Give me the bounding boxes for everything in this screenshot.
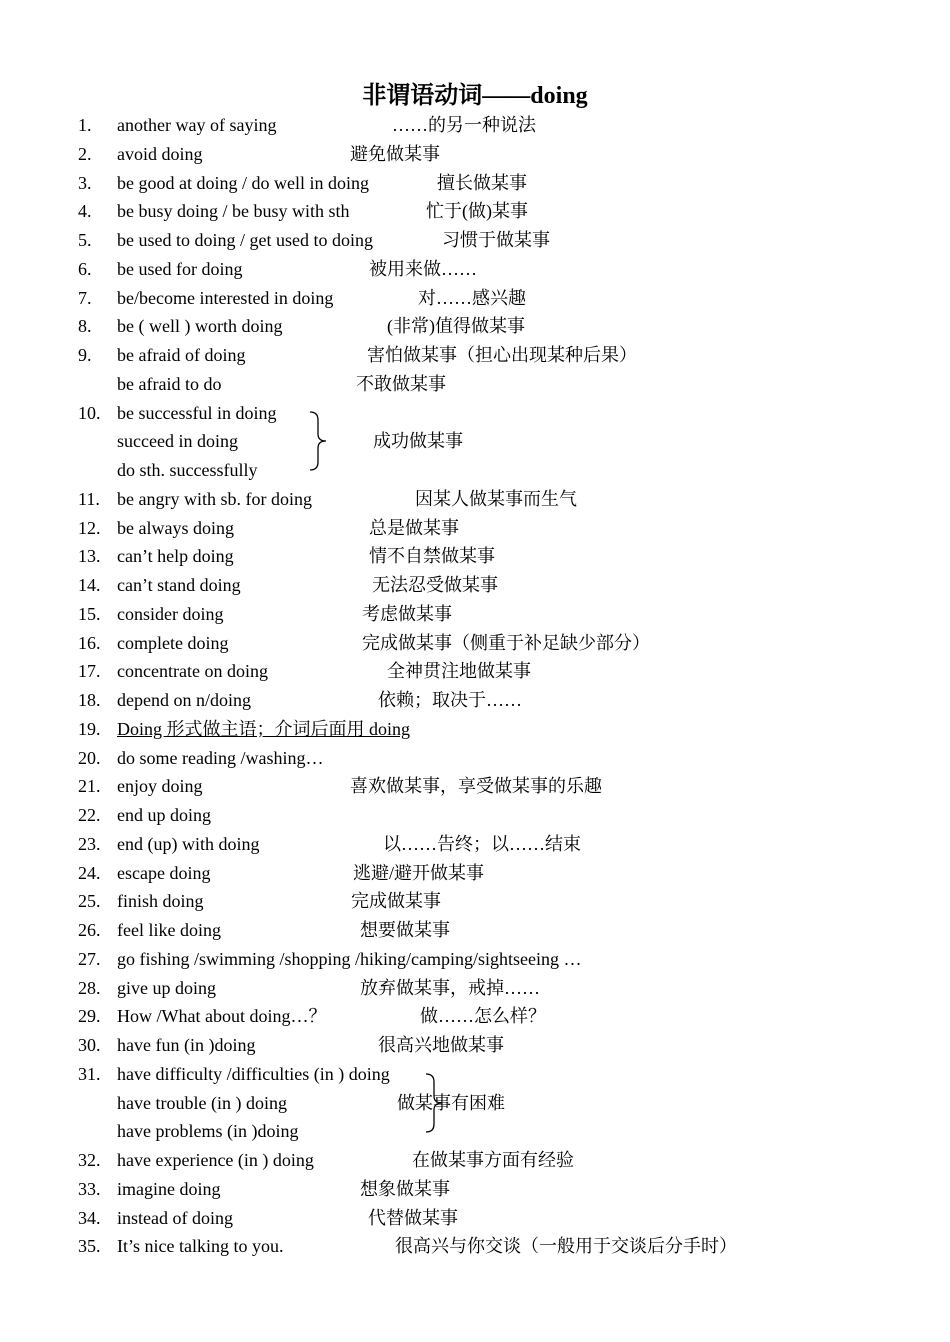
list-item [0,801,950,829]
english-phrase: be busy doing / be busy with sth [117,201,350,222]
chinese-meaning: 做某事有困难 [397,1092,505,1113]
english-phrase: have difficulty /difficulties (in ) doing [117,1063,390,1084]
list-item [0,169,950,197]
item-number: 15. [78,603,101,624]
english-phrase: another way of saying [117,115,277,135]
english-phrase: give up doing [117,977,216,998]
english-phrase: do sth. successfully [117,460,258,480]
list-item [0,600,950,628]
chinese-meaning: 情不自禁做某事 [369,546,495,567]
list-item [0,686,950,714]
english-phrase: have experience (in ) doing [117,1150,314,1170]
chinese-meaning: 很高兴与你交谈（一般用于交谈后分手时） [395,1236,737,1257]
item-number: 4. [78,201,92,222]
chinese-meaning: 总是做某事 [369,517,459,538]
chinese-meaning: 无法忍受做某事 [372,575,498,595]
item-number: 28. [78,977,101,998]
brace-31 [424,1072,444,1134]
chinese-meaning: 想要做某事 [360,920,450,940]
item-number: 25. [78,891,101,912]
english-phrase: concentrate on doing [117,661,268,682]
english-phrase: consider doing [117,603,224,624]
english-phrase: instead of doing [117,1207,233,1228]
chinese-meaning: 避免做某事 [350,143,440,164]
item-number: 32. [78,1150,101,1170]
english-phrase: have trouble (in ) doing [117,1092,287,1113]
english-phrase: can’t help doing [117,546,234,567]
english-phrase: Doing 形式做主语；介词后面用 doing [117,718,410,739]
list-item [0,140,950,168]
item-number: 24. [78,862,101,883]
list-item [0,629,950,657]
item-number: 35. [78,1236,101,1257]
list-item [0,284,950,312]
item-number: 23. [78,833,101,854]
item-number: 18. [78,690,101,710]
item-number: 33. [78,1178,101,1199]
list-item [0,945,950,973]
item-number: 10. [78,402,101,423]
item-number: 16. [78,632,101,653]
english-phrase: be used for doing [117,258,243,279]
item-number: 29. [78,1006,101,1027]
list-item [0,974,950,1002]
item-number: 5. [78,230,92,250]
item-number: 20. [78,747,101,768]
list-item [0,514,950,542]
english-phrase: How /What about doing…？ [117,1006,327,1027]
list-item [0,887,950,915]
page-title: 非谓语动词——doing [362,83,588,109]
english-phrase: It’s nice talking to you. [117,1236,284,1257]
chinese-meaning: 喜欢做某事，享受做某事的乐趣 [350,776,602,797]
english-phrase: end up doing [117,805,211,825]
list-item [0,255,950,283]
english-phrase: escape doing [117,862,211,883]
chinese-meaning: 做……怎么样？ [420,1006,546,1027]
item-number: 14. [78,575,101,595]
english-phrase: be afraid of doing [117,345,246,365]
list-item [0,485,950,513]
english-phrase: be used to doing / get used to doing [117,230,373,250]
item-number: 3. [78,172,92,193]
list-item [0,399,950,427]
english-phrase: depend on n/doing [117,690,251,710]
chinese-meaning: 对……感兴趣 [418,287,526,308]
list-item [0,542,950,570]
chinese-meaning: 全神贯注地做某事 [387,661,531,682]
chinese-meaning: 不敢做某事 [356,373,446,394]
chinese-meaning: 完成做某事（侧重于补足缺少部分） [362,632,650,653]
english-phrase: can’t stand doing [117,575,241,595]
english-phrase: go fishing /swimming /shopping /hiking/camping/sightseeing … [117,948,582,969]
chinese-meaning: 习惯于做某事 [442,230,550,250]
item-number: 11. [78,488,100,509]
english-phrase: be successful in doing [117,402,277,423]
list-item [0,715,950,743]
list-item [0,859,950,887]
item-number: 6. [78,258,92,279]
list-item [0,657,950,685]
list-item [0,456,950,484]
chinese-meaning: 害怕做某事（担心出现某种后果） [367,345,637,365]
chinese-meaning: 被用来做…… [369,258,477,279]
english-phrase: be/become interested in doing [117,287,334,308]
list-item [0,1204,950,1232]
english-phrase: do some reading /washing… [117,747,324,768]
item-number: 9. [78,345,92,365]
chinese-meaning: 考虑做某事 [362,603,452,624]
english-phrase: feel like doing [117,920,221,940]
english-phrase: complete doing [117,632,229,653]
list-item [0,1002,950,1030]
item-number: 12. [78,517,101,538]
english-phrase: be angry with sb. for doing [117,488,312,509]
item-number: 31. [78,1063,101,1084]
item-number: 1. [78,115,92,135]
list-item [0,370,950,398]
chinese-meaning: 逃避/避开做某事 [353,862,485,883]
chinese-meaning: 因某人做某事而生气 [415,488,577,509]
item-number: 13. [78,546,101,567]
chinese-meaning: 很高兴地做某事 [378,1035,504,1055]
chinese-meaning: ……的另一种说法 [392,115,536,135]
list-item [0,1089,950,1117]
list-item [0,830,950,858]
item-number: 2. [78,143,92,164]
item-number: 21. [78,776,101,797]
english-phrase: succeed in doing [117,431,238,452]
list-item [0,1031,950,1059]
chinese-meaning: 依赖；取决于…… [378,690,522,710]
item-number: 27. [78,948,101,969]
english-phrase: be ( well ) worth doing [117,316,283,337]
english-phrase: end (up) with doing [117,833,260,854]
list-item [0,772,950,800]
item-number: 30. [78,1035,101,1055]
item-number: 7. [78,287,92,308]
chinese-meaning: 完成做某事 [351,891,441,912]
chinese-meaning: 以……告终；以……结束 [383,833,581,854]
chinese-meaning: (非常)值得做某事 [387,316,525,337]
chinese-meaning: 擅长做某事 [437,172,527,193]
brace-10 [308,410,328,472]
item-number: 22. [78,805,101,825]
chinese-meaning: 放弃做某事，戒掉…… [360,977,540,998]
item-number: 17. [78,661,101,682]
english-phrase: have fun (in )doing [117,1035,256,1055]
english-phrase: finish doing [117,891,204,912]
list-item [0,1146,950,1174]
list-item [0,1117,950,1145]
item-number: 19. [78,718,101,739]
list-item [0,111,950,139]
list-item [0,571,950,599]
english-phrase: be afraid to do [117,373,222,394]
chinese-meaning: 想象做某事 [360,1178,450,1199]
list-item [0,226,950,254]
english-phrase: have problems (in )doing [117,1121,299,1142]
list-item [0,1232,950,1260]
item-number: 34. [78,1207,101,1228]
chinese-meaning: 在做某事方面有经验 [412,1150,574,1170]
list-item [0,197,950,225]
list-item [0,1175,950,1203]
list-item [0,312,950,340]
list-item [0,427,950,455]
chinese-meaning: 代替做某事 [368,1207,458,1228]
english-phrase: be always doing [117,517,234,538]
english-phrase: avoid doing [117,143,203,164]
list-item [0,916,950,944]
list-item [0,1060,950,1088]
chinese-meaning: 成功做某事 [373,431,463,452]
item-number: 26. [78,920,101,940]
chinese-meaning: 忙于(做)某事 [426,201,528,222]
english-phrase: be good at doing / do well in doing [117,172,369,193]
list-item [0,341,950,369]
english-phrase: imagine doing [117,1178,221,1199]
english-phrase: enjoy doing [117,776,203,797]
item-number: 8. [78,316,92,337]
list-item [0,744,950,772]
